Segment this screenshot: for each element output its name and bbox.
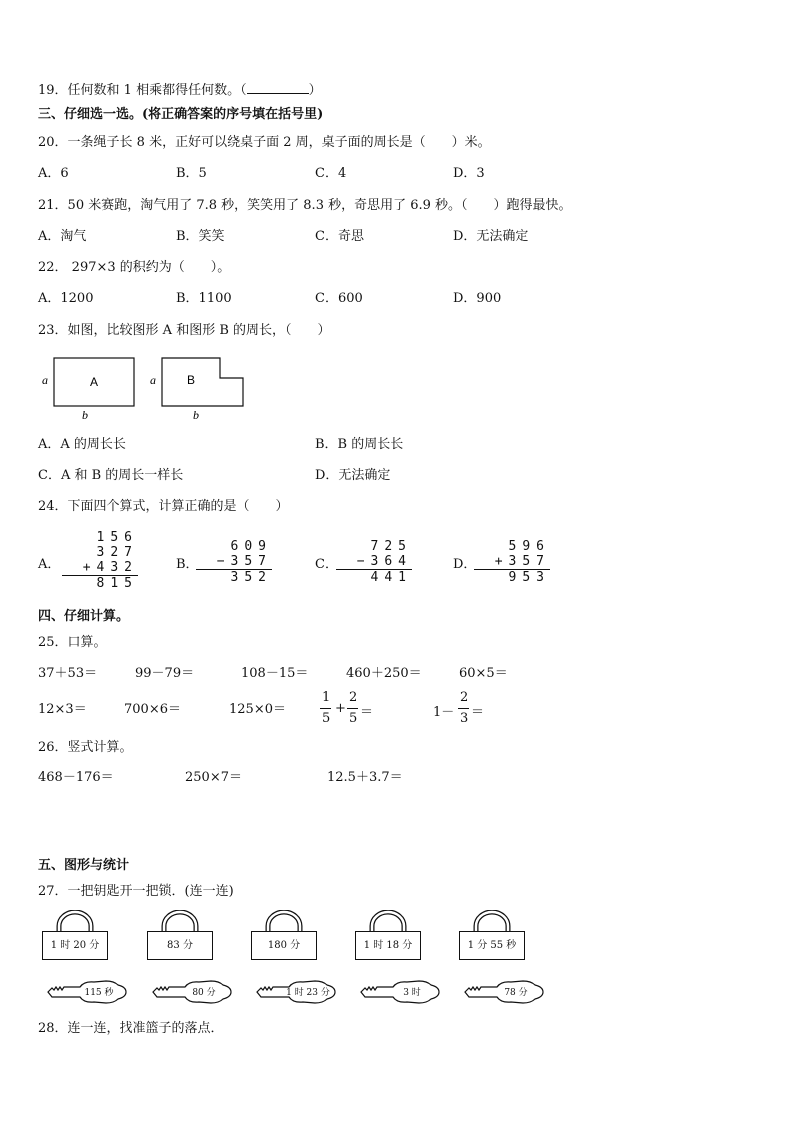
- vertical-result: 953: [474, 569, 550, 585]
- question-24-stem: 24．下面四个算式，计算正确的是（ ）: [38, 499, 289, 514]
- figure-a-side-b: b: [82, 408, 88, 422]
- denominator: 3: [460, 711, 469, 726]
- q20-option-b: B．5: [176, 166, 207, 181]
- question-23-stem: 23．如图，比较图形 A 和图形 B 的周长，（ ）: [38, 323, 331, 338]
- question-25-stem: 25．口算。: [38, 635, 107, 650]
- q24-vertical-d: [474, 539, 550, 585]
- whole-minus: 1－: [433, 705, 455, 720]
- q23-option-d: D．无法确定: [315, 468, 391, 483]
- mental-calc-item: 460＋250＝: [346, 666, 422, 681]
- q20-option-a: A．6: [38, 166, 69, 181]
- key-label: 78 分: [504, 988, 528, 998]
- mental-calc-item: 108－15＝: [241, 666, 309, 681]
- close-paren: ）: [308, 83, 322, 98]
- key-label: 80 分: [192, 988, 216, 998]
- mental-calc-item: 12×3＝: [38, 702, 87, 717]
- vertical-result: 441: [336, 569, 412, 585]
- fraction-expression-1: [320, 690, 390, 730]
- q24-label-a: A．: [38, 557, 61, 572]
- vertical-row: 156: [96, 530, 138, 545]
- q24-vertical-a: [62, 530, 138, 591]
- vertical-row: 327: [96, 545, 138, 560]
- figure-b-side-b: b: [193, 408, 199, 422]
- key-1[interactable]: [46, 979, 128, 1005]
- q23-option-b: B．B 的周长长: [315, 437, 404, 452]
- key-label: 115 秒: [84, 988, 114, 998]
- q21-option-a: A．淘气: [38, 229, 87, 244]
- vertical-result: 815: [62, 575, 138, 591]
- q22-option-b: B．1100: [176, 291, 232, 306]
- q21-option-c: C．奇思: [315, 229, 364, 244]
- figure-b-shape: [162, 358, 243, 406]
- question-26-stem: 26．竖式计算。: [38, 740, 133, 755]
- q23-figures: [36, 352, 256, 422]
- question-19-text: 19．任何数和 1 相乘都得任何数。（: [38, 83, 247, 98]
- q20-option-c: C．4: [315, 166, 347, 181]
- figure-a-label: A: [89, 375, 99, 389]
- question-19: [38, 81, 322, 99]
- plus-sign: +: [335, 701, 346, 716]
- denominator: 5: [322, 711, 331, 726]
- lock-3[interactable]: [251, 910, 317, 962]
- fraction-bar: [320, 708, 331, 709]
- lock-label: 1 时 18 分: [355, 931, 421, 960]
- fraction-expression-2: [433, 690, 503, 730]
- section-3-title: 三、仔细选一选。(将正确答案的序号填在括号里): [38, 107, 324, 122]
- lock-4[interactable]: [355, 910, 421, 962]
- vertical-result: 352: [196, 569, 272, 585]
- equals-sign: ＝: [360, 705, 374, 720]
- figure-a: [42, 358, 134, 422]
- denominator: 5: [349, 711, 358, 726]
- q22-option-d: D．900: [453, 291, 502, 306]
- vertical-calc-item: 468－176＝: [38, 770, 114, 785]
- vertical-calc-item: 12.5＋3.7＝: [327, 770, 403, 785]
- key-2[interactable]: [151, 979, 233, 1005]
- q23-option-c: C．A 和 B 的周长一样长: [38, 468, 184, 483]
- q24-vertical-c: [336, 539, 412, 585]
- mental-calc-item: 700×6＝: [124, 702, 181, 717]
- vertical-row: 609: [230, 539, 272, 554]
- q24-label-b: B．: [176, 557, 199, 572]
- question-27-stem: 27．一把钥匙开一把锁．(连一连): [38, 884, 234, 899]
- key-label: 3 时: [403, 988, 421, 998]
- lock-label: 83 分: [147, 931, 213, 960]
- q23-option-a: A．A 的周长长: [38, 437, 126, 452]
- vertical-row: −364: [356, 554, 412, 569]
- lock-2[interactable]: [147, 910, 213, 962]
- key-3[interactable]: [255, 979, 337, 1005]
- vertical-row: 596: [508, 539, 550, 554]
- lock-5[interactable]: [459, 910, 525, 962]
- fraction-bar: [347, 708, 358, 709]
- section-5-title: 五、图形与统计: [38, 858, 130, 873]
- vertical-row: +432: [82, 560, 138, 575]
- answer-blank[interactable]: [247, 81, 309, 94]
- q21-option-b: B．笑笑: [176, 229, 225, 244]
- figure-a-side-a: a: [42, 373, 48, 387]
- lock-label: 1 时 20 分: [42, 931, 108, 960]
- key-label: 1 时 23 分: [286, 988, 330, 998]
- mental-calc-item: 99－79＝: [135, 666, 195, 681]
- q24-vertical-b: [196, 539, 272, 585]
- figure-b: [150, 358, 243, 422]
- mental-calc-item: 125×0＝: [229, 702, 286, 717]
- lock-1[interactable]: [42, 910, 108, 962]
- vertical-calc-item: 250×7＝: [185, 770, 242, 785]
- numerator: 2: [349, 690, 358, 705]
- q21-option-d: D．无法确定: [453, 229, 529, 244]
- lock-label: 1 分 55 秒: [459, 931, 525, 960]
- vertical-row: −357: [216, 554, 272, 569]
- q22-option-a: A．1200: [38, 291, 94, 306]
- equals-sign: ＝: [471, 705, 485, 720]
- section-4-title: 四、仔细计算。: [38, 609, 130, 624]
- question-22-stem: 22． 297×3 的积约为（ ）。: [38, 260, 231, 275]
- question-28-stem: 28．连一连，找准篮子的落点．: [38, 1021, 224, 1036]
- vertical-row: 725: [370, 539, 412, 554]
- key-5[interactable]: [463, 979, 545, 1005]
- question-20-stem: 20．一条绳子长 8 米，正好可以绕桌子面 2 周，桌子面的周长是（ ）米。: [38, 135, 491, 150]
- figure-b-side-a: a: [150, 373, 156, 387]
- numerator: 2: [460, 690, 469, 705]
- numerator: 1: [322, 690, 331, 705]
- q20-option-d: D．3: [453, 166, 485, 181]
- key-4[interactable]: [359, 979, 441, 1005]
- q24-label-d: D．: [453, 557, 477, 572]
- mental-calc-item: 60×5＝: [459, 666, 508, 681]
- lock-label: 180 分: [251, 931, 317, 960]
- fraction-bar: [458, 708, 469, 709]
- q24-label-c: C．: [315, 557, 338, 572]
- mental-calc-item: 37＋53＝: [38, 666, 98, 681]
- question-21-stem: 21．50 米赛跑，淘气用了 7.8 秒，笑笑用了 8.3 秒，奇思用了 6.9 秒。（ ）跑得最快。: [38, 198, 572, 213]
- vertical-row: +357: [494, 554, 550, 569]
- figure-b-label: B: [186, 373, 196, 387]
- q22-option-c: C．600: [315, 291, 363, 306]
